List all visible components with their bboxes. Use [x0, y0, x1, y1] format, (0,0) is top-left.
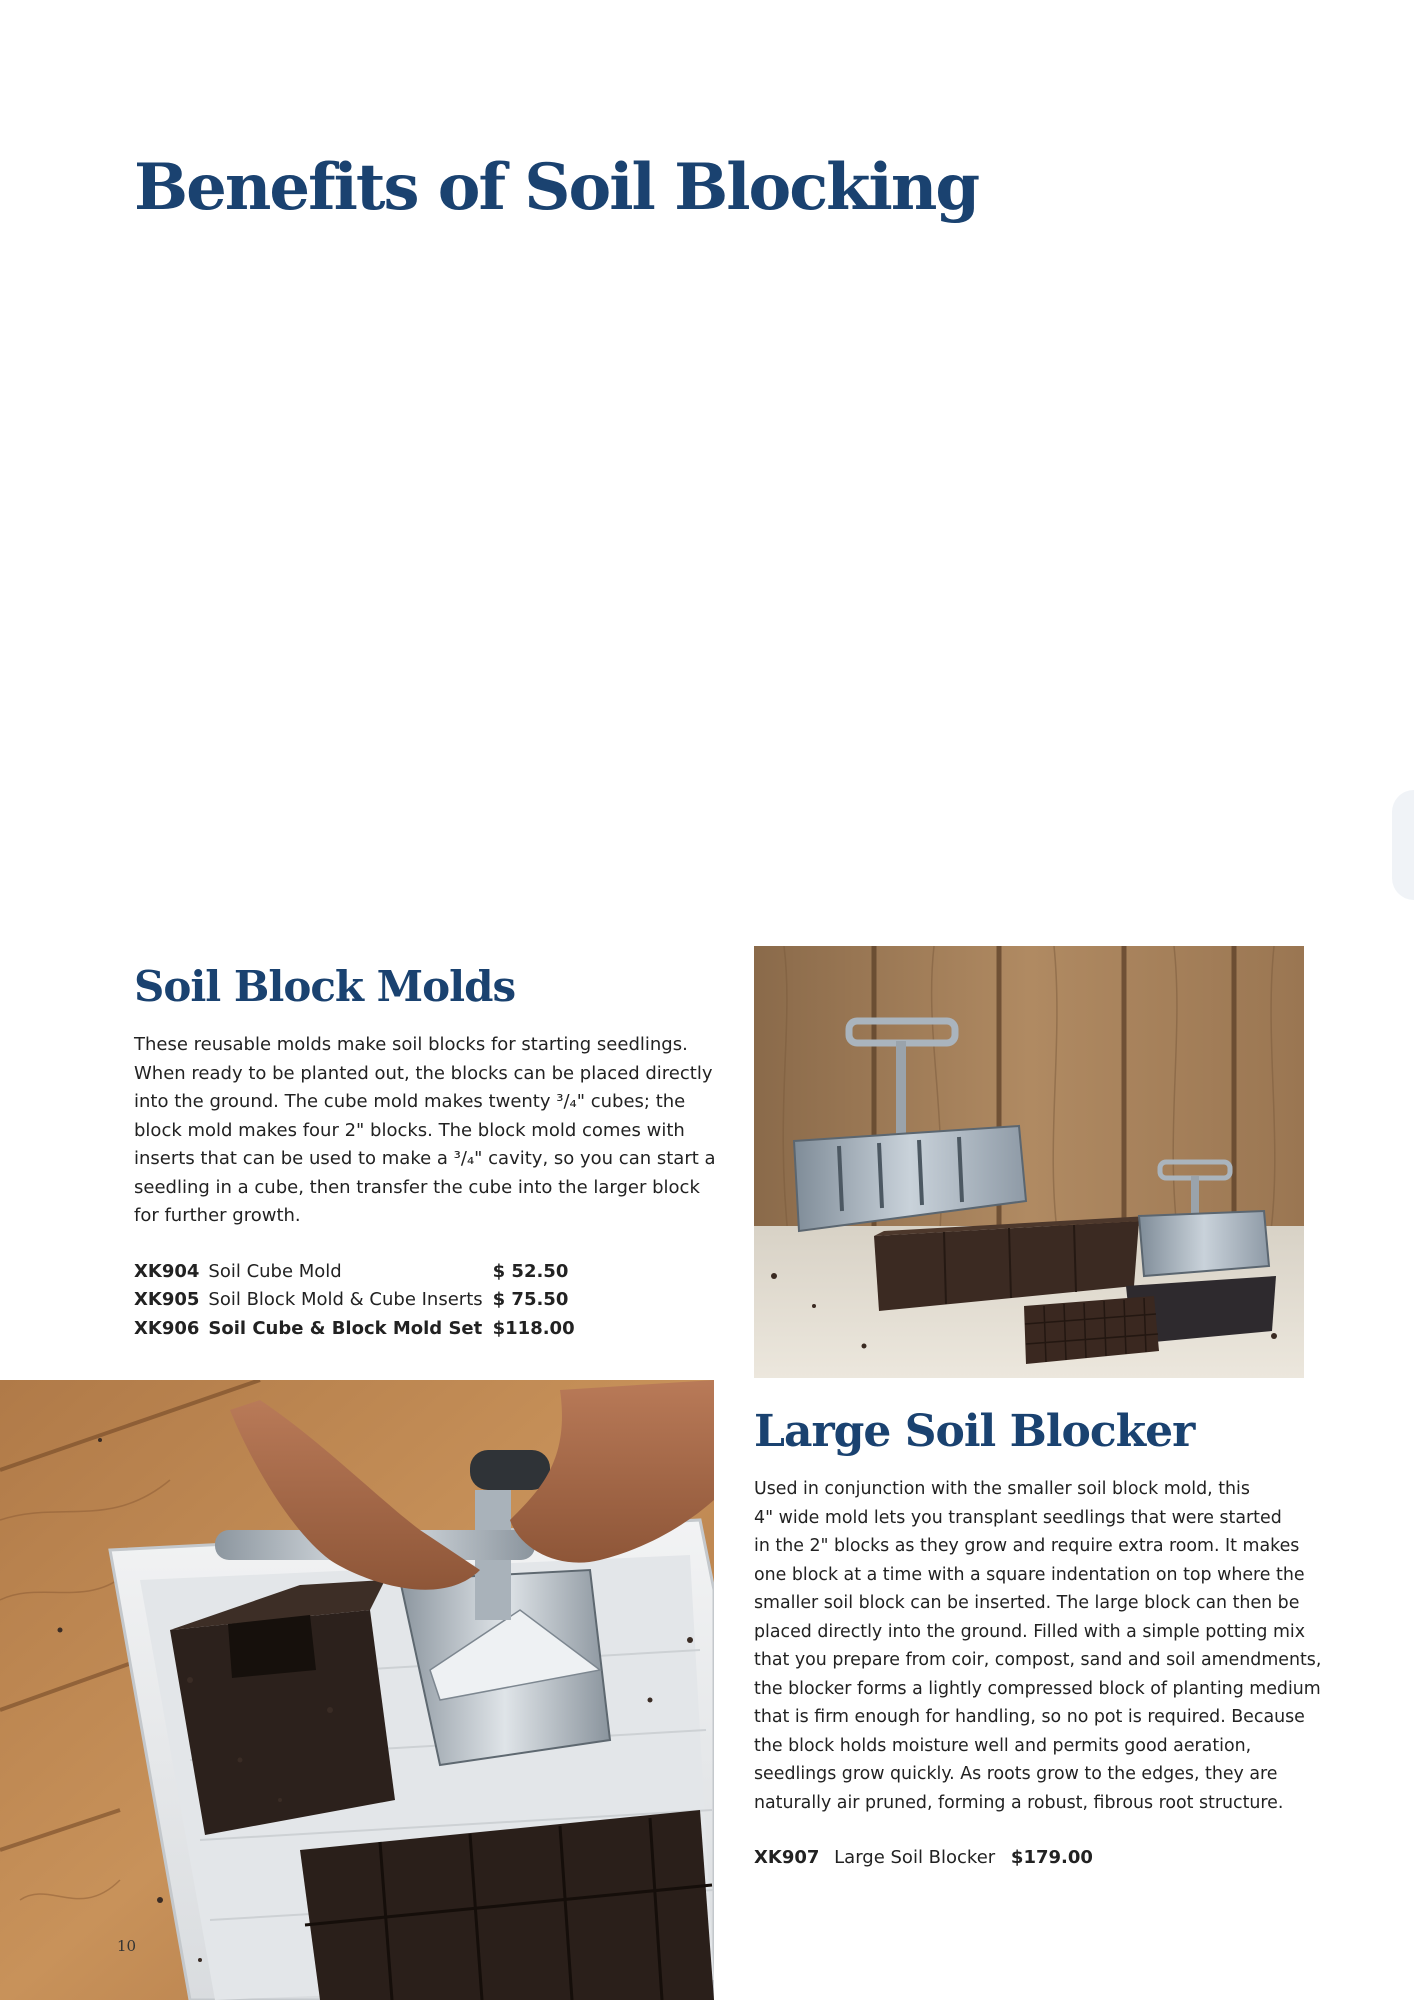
large-soil-blocker-description	[754, 1475, 1344, 1817]
description-line: that you prepare from coir, compost, sand and soil amendments,	[754, 1650, 1322, 1670]
description-line: These reusable molds make soil blocks for starting seedlings.	[134, 1034, 688, 1055]
description-line: one block at a time with a square indentation on top where the	[754, 1564, 1305, 1585]
large-soil-blocker-photo	[0, 1380, 714, 2000]
product-price: $ 75.50	[492, 1289, 569, 1311]
description-line: for further growth.	[134, 1205, 301, 1226]
product-price: $ 52.50	[492, 1260, 569, 1282]
product-sku: XK905	[134, 1289, 200, 1311]
description-line: 4" wide mold lets you transplant seedlings that were started	[754, 1507, 1282, 1528]
large-soil-blocker-heading: Large Soil Blocker	[754, 1406, 1195, 1457]
description-line: in the 2" blocks as they grow and require extra room. It makes	[754, 1536, 1300, 1556]
description-line: When ready to be planted out, the blocks can be placed directly	[134, 1062, 713, 1084]
soil-block-molds-heading: Soil Block Molds	[134, 962, 516, 1011]
description-line: smaller soil block can be inserted. The large block can then be	[754, 1593, 1300, 1613]
description-line: seedling in a cube, then transfer the cube into the larger block	[134, 1176, 700, 1198]
product-name: Soil Cube & Block Mold Set	[208, 1317, 483, 1339]
soil-block-molds-photo	[754, 946, 1304, 1378]
product-sku: XK907	[754, 1847, 820, 1868]
description-line: the blocker forms a lightly compressed block of planting medium	[754, 1678, 1321, 1699]
large-soil-blocker-product	[754, 1847, 1093, 1868]
description-line: the block holds moisture well and permits good aeration,	[754, 1735, 1252, 1756]
description-line: block mold makes four 2" blocks. The block mold comes with	[134, 1119, 685, 1141]
soil-block-molds-product-list	[134, 1257, 575, 1343]
product-sku: XK906	[134, 1317, 200, 1339]
description-line: placed directly into the ground. Filled with a simple potting mix	[754, 1621, 1306, 1642]
soil-block-molds-description	[134, 1031, 714, 1231]
description-line: Used in conjunction with the smaller soil block mold, this	[754, 1479, 1250, 1499]
product-row	[134, 1286, 575, 1315]
product-price: $179.00	[1010, 1847, 1093, 1868]
description-line: inserts that can be used to make a ³/₄" cavity, so you can start a	[134, 1148, 716, 1169]
product-row	[134, 1257, 575, 1286]
page-title: Benefits of Soil Blocking	[134, 150, 979, 225]
product-row	[134, 1314, 575, 1343]
description-line: into the ground. The cube mold makes twenty ³/₄" cubes; the	[134, 1091, 686, 1112]
description-line: that is firm enough for handling, so no pot is required. Because	[754, 1707, 1305, 1727]
edge-tab	[1392, 790, 1414, 900]
product-name: Soil Block Mold & Cube Inserts	[208, 1289, 483, 1311]
description-line: naturally air pruned, forming a robust, fibrous root structure.	[754, 1792, 1284, 1813]
page-number: 10	[117, 1937, 137, 1955]
product-name: Soil Cube Mold	[208, 1260, 342, 1282]
description-line: seedlings grow quickly. As roots grow to the edges, they are	[754, 1764, 1278, 1784]
product-sku: XK904	[134, 1260, 200, 1282]
product-price: $118.00	[492, 1317, 575, 1339]
product-name: Large Soil Blocker	[834, 1847, 996, 1868]
